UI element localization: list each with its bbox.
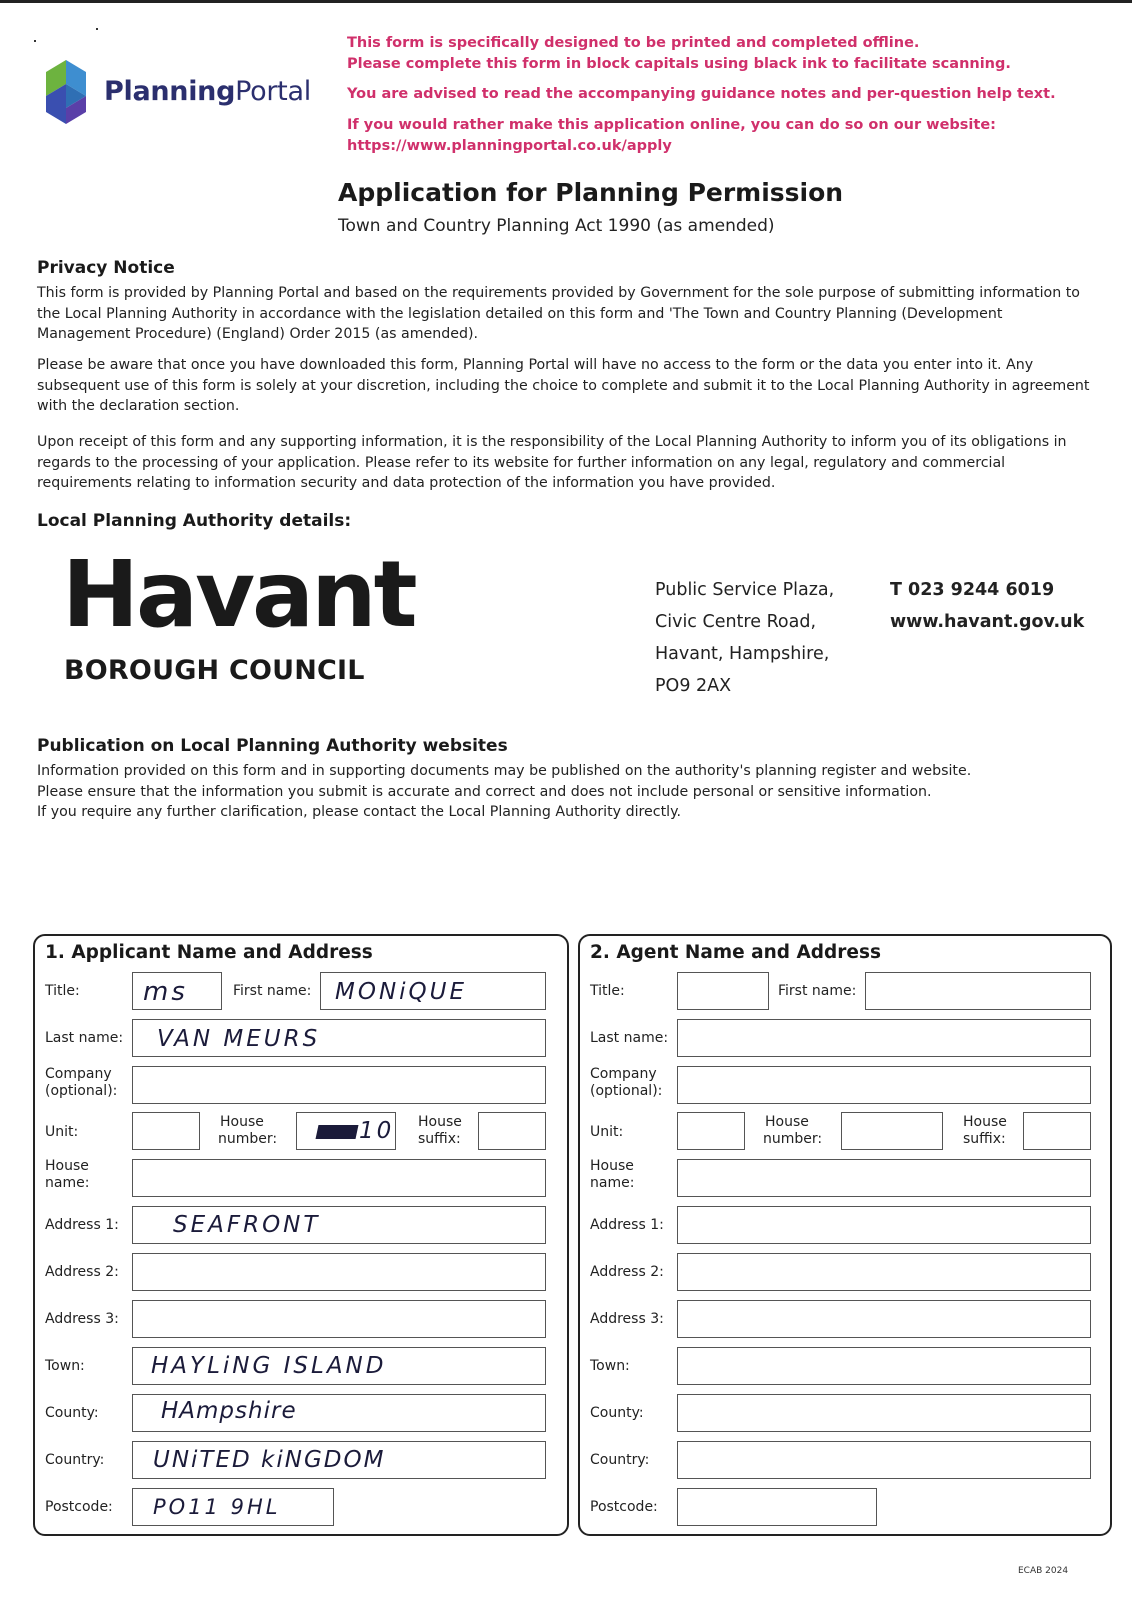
agent-first-name-field[interactable] [865,972,1091,1010]
address-line: Havant, Hampshire, [655,644,830,664]
applicant-first-name-value: MONiQUE [335,979,468,1005]
applicant-house-number-value: 10 [359,1118,395,1144]
applicant-country-field[interactable] [132,1441,546,1479]
unit-label: Unit: [45,1124,79,1140]
agent-address2-field[interactable] [677,1253,1091,1291]
first-name-label: First name: [233,983,312,999]
postcode-label: Postcode: [590,1499,658,1515]
planning-portal-logo-icon [36,58,96,128]
applicant-last-name-field[interactable] [132,1019,546,1057]
applicant-county-value: HAmpshire [161,1398,297,1424]
applicant-address1-field[interactable] [132,1206,546,1244]
county-label: County: [45,1405,99,1421]
notice-line: This form is specifically designed to be printed and completed offline. [347,35,920,51]
agent-last-name-field[interactable] [677,1019,1091,1057]
page-title: Application for Planning Permission [338,178,844,207]
havant-logo-subtext: BOROUGH COUNCIL [64,655,365,686]
applicant-country-value: UNiTED kiNGDOM [153,1447,386,1473]
applicant-postcode-value: PO11 9HL [153,1495,281,1519]
privacy-paragraph: Upon receipt of this form and any supporting information, it is the responsibility of the Local Planning Authority to inform you of its obligations in regards to the processing of your application. Please refer to its website for further information on any legal, regulatory and commercial requirements relating to information security and data protection of the information you have provided. [37,434,1067,491]
agent-house-suffix-field[interactable] [1023,1112,1091,1150]
applicant-title-value: ms [143,977,188,1007]
address-line: Civic Centre Road, [655,612,817,632]
applicant-house-suffix-field[interactable] [478,1112,546,1150]
privacy-heading: Privacy Notice [37,258,175,278]
notice-guidance: You are advised to read the accompanying guidance notes and per-question help text. [347,86,1056,102]
scan-speck [96,28,98,30]
title-label: Title: [590,983,625,999]
applicant-postcode-field[interactable] [132,1488,334,1526]
scribble-mark [316,1125,359,1139]
privacy-paragraph: This form is provided by Planning Portal and based on the requirements provided by Government for the sole purpose of submitting information to the Local Planning Authority in accordance with the legislation detailed on this form and 'The Town and Country Planning (Development Management Procedure) (England) Order 2015 (as amended). [37,285,1080,342]
town-label: Town: [45,1358,85,1374]
applicant-address3-field[interactable] [132,1300,546,1338]
county-label: County: [590,1405,644,1421]
lpa-address [655,574,834,702]
publication-line: Information provided on this form and in supporting documents may be published on the authority's planning register and website. [37,763,972,779]
address3-label: Address 3: [45,1311,119,1327]
agent-address1-field[interactable] [677,1206,1091,1244]
lpa-heading: Local Planning Authority details: [37,511,352,531]
applicant-panel [33,934,569,1536]
house-number-label: House number: [763,1114,823,1147]
agent-house-number-field[interactable] [841,1112,943,1150]
company-label: Company (optional): [45,1066,118,1099]
address1-label: Address 1: [590,1217,664,1233]
applicant-company-field[interactable] [132,1066,546,1104]
agent-county-field[interactable] [677,1394,1091,1432]
address1-label: Address 1: [45,1217,119,1233]
publication-line: Please ensure that the information you submit is accurate and correct and does not include personal or sensitive information. [37,783,932,800]
applicant-house-number-field[interactable] [296,1112,396,1150]
house-name-label: House name: [45,1158,90,1191]
last-name-label: Last name: [45,1030,124,1046]
agent-unit-field[interactable] [677,1112,745,1150]
lpa-website[interactable]: www.havant.gov.uk [890,612,1085,632]
house-suffix-label: House suffix: [963,1114,1007,1147]
house-number-label: House number: [218,1114,278,1147]
last-name-label: Last name: [590,1030,669,1046]
country-label: Country: [590,1452,650,1468]
agent-town-field[interactable] [677,1347,1091,1385]
agent-panel [578,934,1112,1536]
first-name-label: First name: [778,983,857,999]
agent-company-field[interactable] [677,1066,1091,1104]
scan-speck [34,40,36,42]
notice-line: If you would rather make this application online, you can do so on our website: [347,117,996,133]
address2-label: Address 2: [590,1264,664,1280]
agent-heading: 2. Agent Name and Address [590,942,881,963]
logo-text-light: Portal [235,76,311,107]
lpa-contact [890,574,1084,638]
applicant-unit-field[interactable] [132,1112,200,1150]
publication-text [37,761,1099,823]
applicant-town-value: HAYLiNG ISLAND [151,1353,387,1379]
applicant-house-name-field[interactable] [132,1159,546,1197]
logo-text-bold: Planning [104,76,236,107]
house-name-label: House name: [590,1158,635,1191]
applicant-first-name-field[interactable] [320,972,546,1010]
address-line: Public Service Plaza, [655,580,835,600]
top-rule [0,0,1132,3]
applicant-town-field[interactable] [132,1347,546,1385]
applicant-last-name-value: VAN MEURS [157,1026,321,1052]
country-label: Country: [45,1452,105,1468]
privacy-paragraph: Please be aware that once you have downloaded this form, Planning Portal will have no access to the form or the data you enter into it. Any subsequent use of this form is solely at your discretion, including the choice to complete and submit it to the Local Planning Authority in agreement with the declaration section. [37,357,1090,414]
applicant-county-field[interactable] [132,1394,546,1432]
postcode-label: Postcode: [45,1499,113,1515]
house-suffix-label: House suffix: [418,1114,462,1147]
applicant-address1-value: SEAFRONT [173,1212,321,1238]
notice-online [347,115,996,157]
unit-label: Unit: [590,1124,624,1140]
havant-logo [62,541,422,703]
agent-title-field[interactable] [677,972,769,1010]
form-code: ECAB 2024 [1018,1566,1069,1576]
title-label: Title: [45,983,80,999]
applicant-heading: 1. Applicant Name and Address [45,942,373,963]
notice-link[interactable]: https://www.planningportal.co.uk/apply [347,138,672,154]
publication-heading: Publication on Local Planning Authority websites [37,736,508,756]
address-line: PO9 2AX [655,676,732,696]
lpa-phone: T 023 9244 6019 [890,580,1055,600]
agent-postcode-field[interactable] [677,1488,877,1526]
publication-line: If you require any further clarification, please contact the Local Planning Authority directly. [37,804,681,820]
page-subtitle: Town and Country Planning Act 1990 (as amended) [338,216,775,236]
agent-address3-field[interactable] [677,1300,1091,1338]
notice-offline [347,33,1011,75]
applicant-address2-field[interactable] [132,1253,546,1291]
address2-label: Address 2: [45,1264,119,1280]
company-label: Company (optional): [590,1066,663,1099]
agent-house-name-field[interactable] [677,1159,1091,1197]
agent-country-field[interactable] [677,1441,1091,1479]
havant-logo-text: Havant [62,541,415,648]
applicant-title-field[interactable] [132,972,222,1010]
notice-line: Please complete this form in block capitals using black ink to facilitate scanning. [347,56,1011,72]
planning-portal-logo [36,58,311,128]
address3-label: Address 3: [590,1311,664,1327]
town-label: Town: [590,1358,630,1374]
